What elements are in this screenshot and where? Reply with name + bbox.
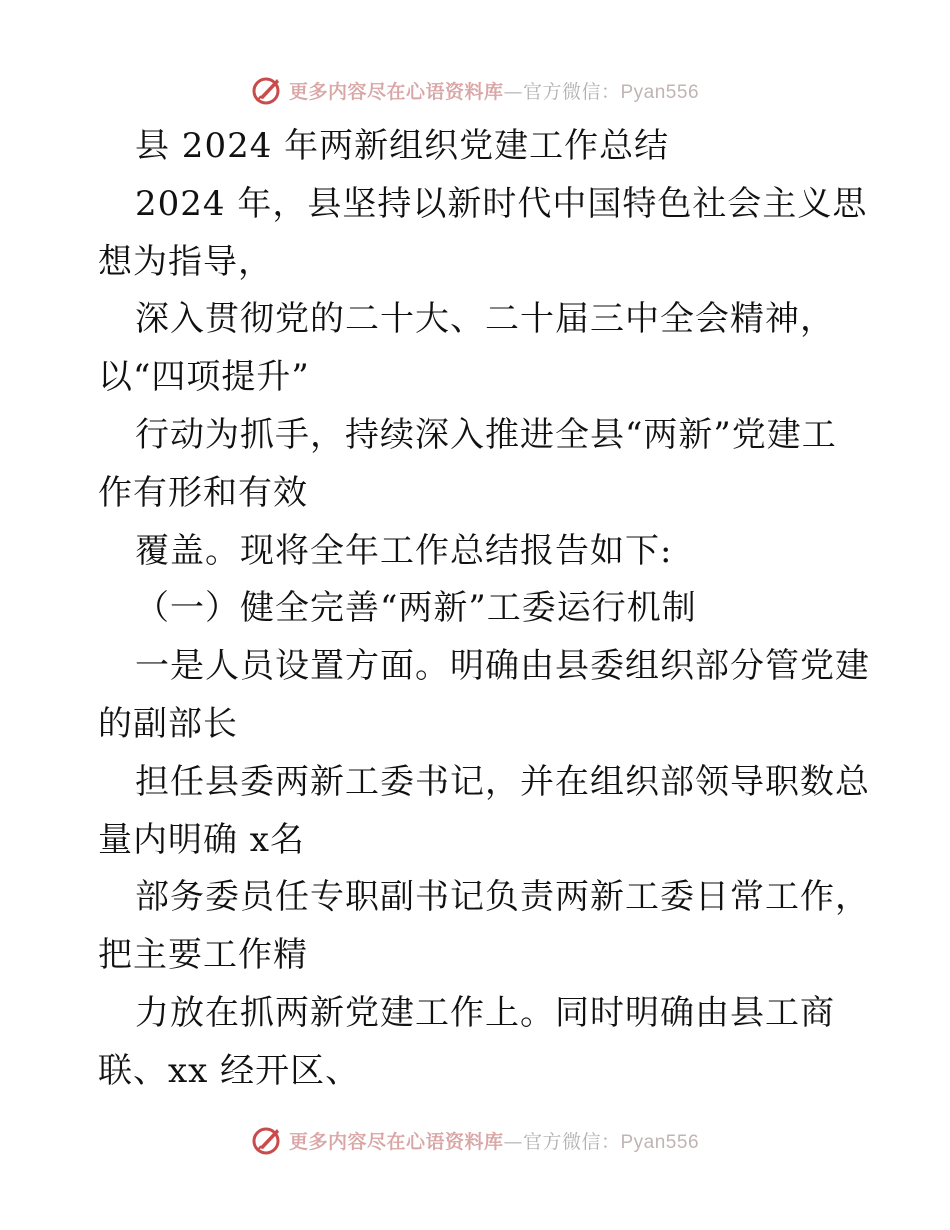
- paragraph-line: 2024 年，县坚持以新时代中国特色社会主义思: [135, 183, 868, 224]
- paragraph-line: 作有形和有效: [98, 472, 308, 513]
- watermark-text: [289, 1127, 699, 1154]
- paragraph-line: 深入贯彻党的二十大、二十届三中全会精神，: [135, 299, 835, 340]
- watermark-text: [289, 77, 699, 104]
- paragraph-line: 部务委员任专职副书记负责两新工委日常工作，: [135, 877, 870, 918]
- document-body: [98, 118, 870, 1101]
- section-heading: （一）健全完善“两新”工委运行机制: [135, 588, 697, 629]
- paragraph-line: 的副部长: [98, 703, 238, 744]
- paragraph-line: 一是人员设置方面。明确由县委组织部分管党建: [135, 646, 870, 687]
- paragraph-line: 担任县委两新工委书记，并在组织部领导职数总: [135, 761, 870, 802]
- quill-logo-icon: [251, 1124, 283, 1156]
- document-title: 县 2024 年两新组织党建工作总结: [135, 126, 670, 166]
- paragraph-line: 力放在抓两新党建工作上。同时明确由县工商: [135, 992, 835, 1033]
- quill-logo-icon: [251, 74, 283, 106]
- paragraph-line: 想为指导，: [98, 241, 273, 282]
- paragraph-line: 联、xx 经开区、: [98, 1050, 361, 1091]
- watermark-brand: 更多内容尽在心语资料库: [288, 1130, 504, 1153]
- watermark-brand: 更多内容尽在心语资料库: [288, 80, 504, 103]
- paragraph-line: 把主要工作精: [98, 935, 308, 976]
- watermark-separator: —: [503, 80, 523, 103]
- paragraph-line: 行动为抓手，持续深入推进全县“两新”党建工: [135, 414, 837, 455]
- watermark-separator: —: [503, 1130, 523, 1153]
- watermark-wechat-id: Pyan556: [620, 81, 700, 103]
- watermark-wechat-id: Pyan556: [620, 1131, 700, 1153]
- watermark-official-label: 官方微信：: [522, 80, 621, 103]
- paragraph-line: 覆盖。现将全年工作总结报告如下:: [135, 530, 673, 571]
- footer-watermark: [0, 1120, 950, 1160]
- paragraph-line: 以“四项提升”: [98, 357, 310, 398]
- paragraph-line: 量内明确 x名: [98, 819, 305, 860]
- watermark-official-label: 官方微信：: [522, 1130, 621, 1153]
- header-watermark: [0, 70, 950, 110]
